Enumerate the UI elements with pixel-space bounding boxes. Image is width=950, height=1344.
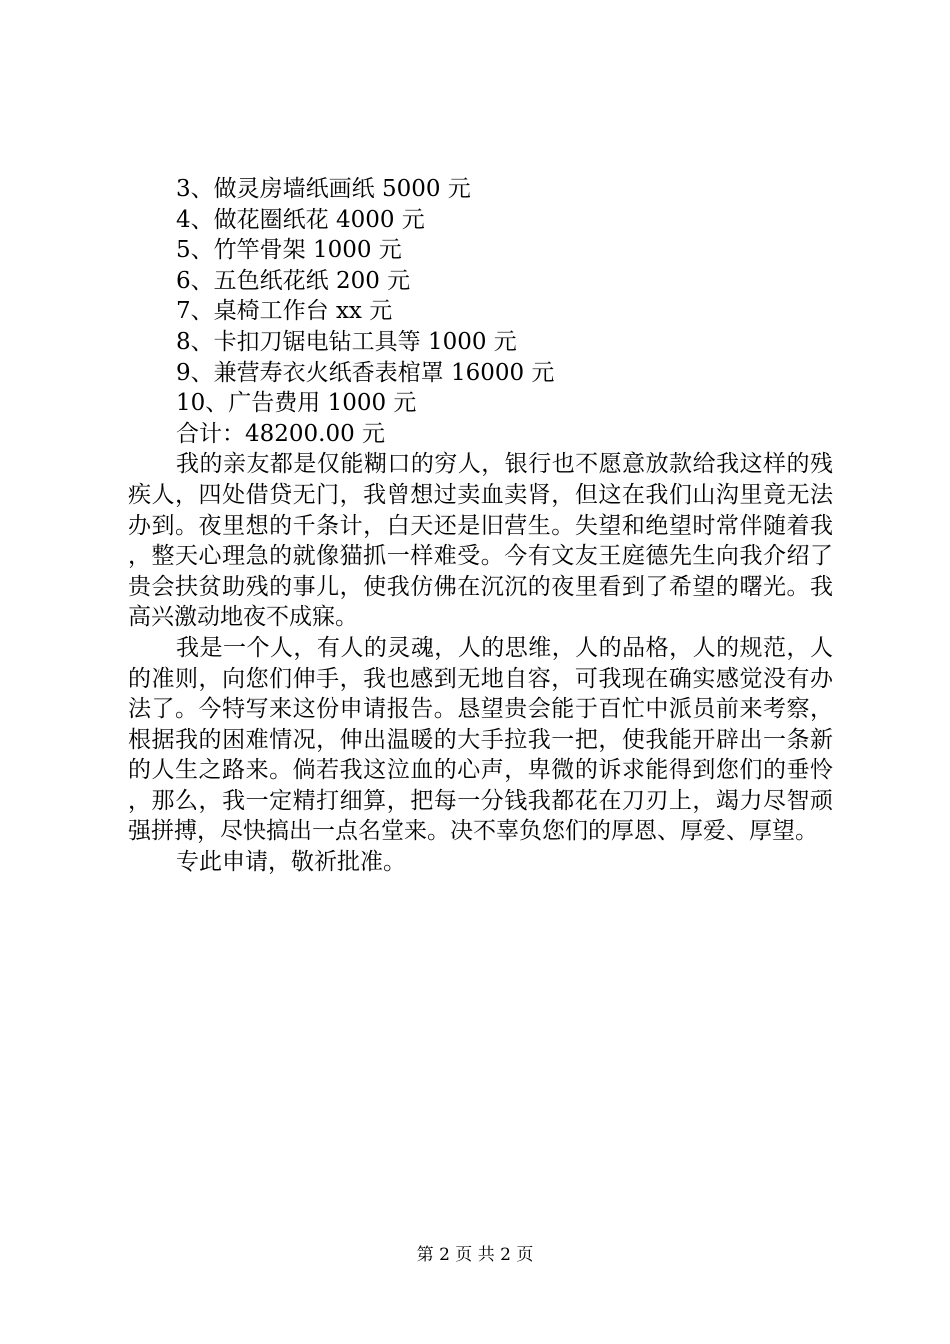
page-number-footer: 第 2 页 共 2 页 — [416, 1245, 534, 1265]
expense-item: 6、五色纸花纸 200 元 — [176, 267, 411, 294]
document-body — [128, 174, 833, 878]
body-paragraph: 我的亲友都是仅能糊口的穷人，银行也不愿意放款给我这样的残疾人，四处借贷无门，我曾想过卖血卖肾，但这在我们山沟里竟无法办到。夜里想的千条计，白天还是旧营生。失望和绝望时常伴随着我，整天心理急的就像猫抓一样难受。今有文友王庭德先生向我介绍了贵会扶贫助残的事儿，使我仿佛在沉沉的夜里看到了希望的曙光。我高兴激动地夜不成寐。 — [128, 451, 833, 631]
expense-item: 3、做灵房墙纸画纸 5000 元 — [176, 176, 471, 202]
expense-item: 9、兼营寿衣火纸香表棺罩 16000 元 — [176, 359, 555, 386]
expense-item: 4、做花圈纸花 4000 元 — [176, 206, 425, 233]
expense-item: 7、桌椅工作台 xx 元 — [176, 298, 393, 325]
closing-line: 专此申请，敬祈批准。 — [176, 849, 406, 876]
expense-item: 10、广告费用 1000 元 — [176, 390, 417, 417]
expense-item: 5、竹竿骨架 1000 元 — [176, 237, 402, 264]
body-paragraph: 我是一个人，有人的灵魂，人的思维，人的品格，人的规范，人的准则，向您们伸手，我也感到无地自容，可我现在确实感觉没有办法了。今特写来这份申请报告。恳望贵会能于百忙中派员前来考察，根据我的困难情况，伸出温暖的大手拉我一把，使我能开辟出一条新的人生之路来。倘若我这泣血的心声，卑微的诉求能得到您们的垂怜，那么，我一定精打细算，把每一分钱我都花在刀刃上，竭力尽智顽强拼搏，尽快搞出一点名堂来。决不辜负您们的厚恩、厚爱、厚望。 — [128, 634, 833, 845]
expense-item: 8、卡扣刀锯电钻工具等 1000 元 — [176, 328, 517, 355]
expense-total: 合计：48200.00 元 — [176, 420, 386, 447]
